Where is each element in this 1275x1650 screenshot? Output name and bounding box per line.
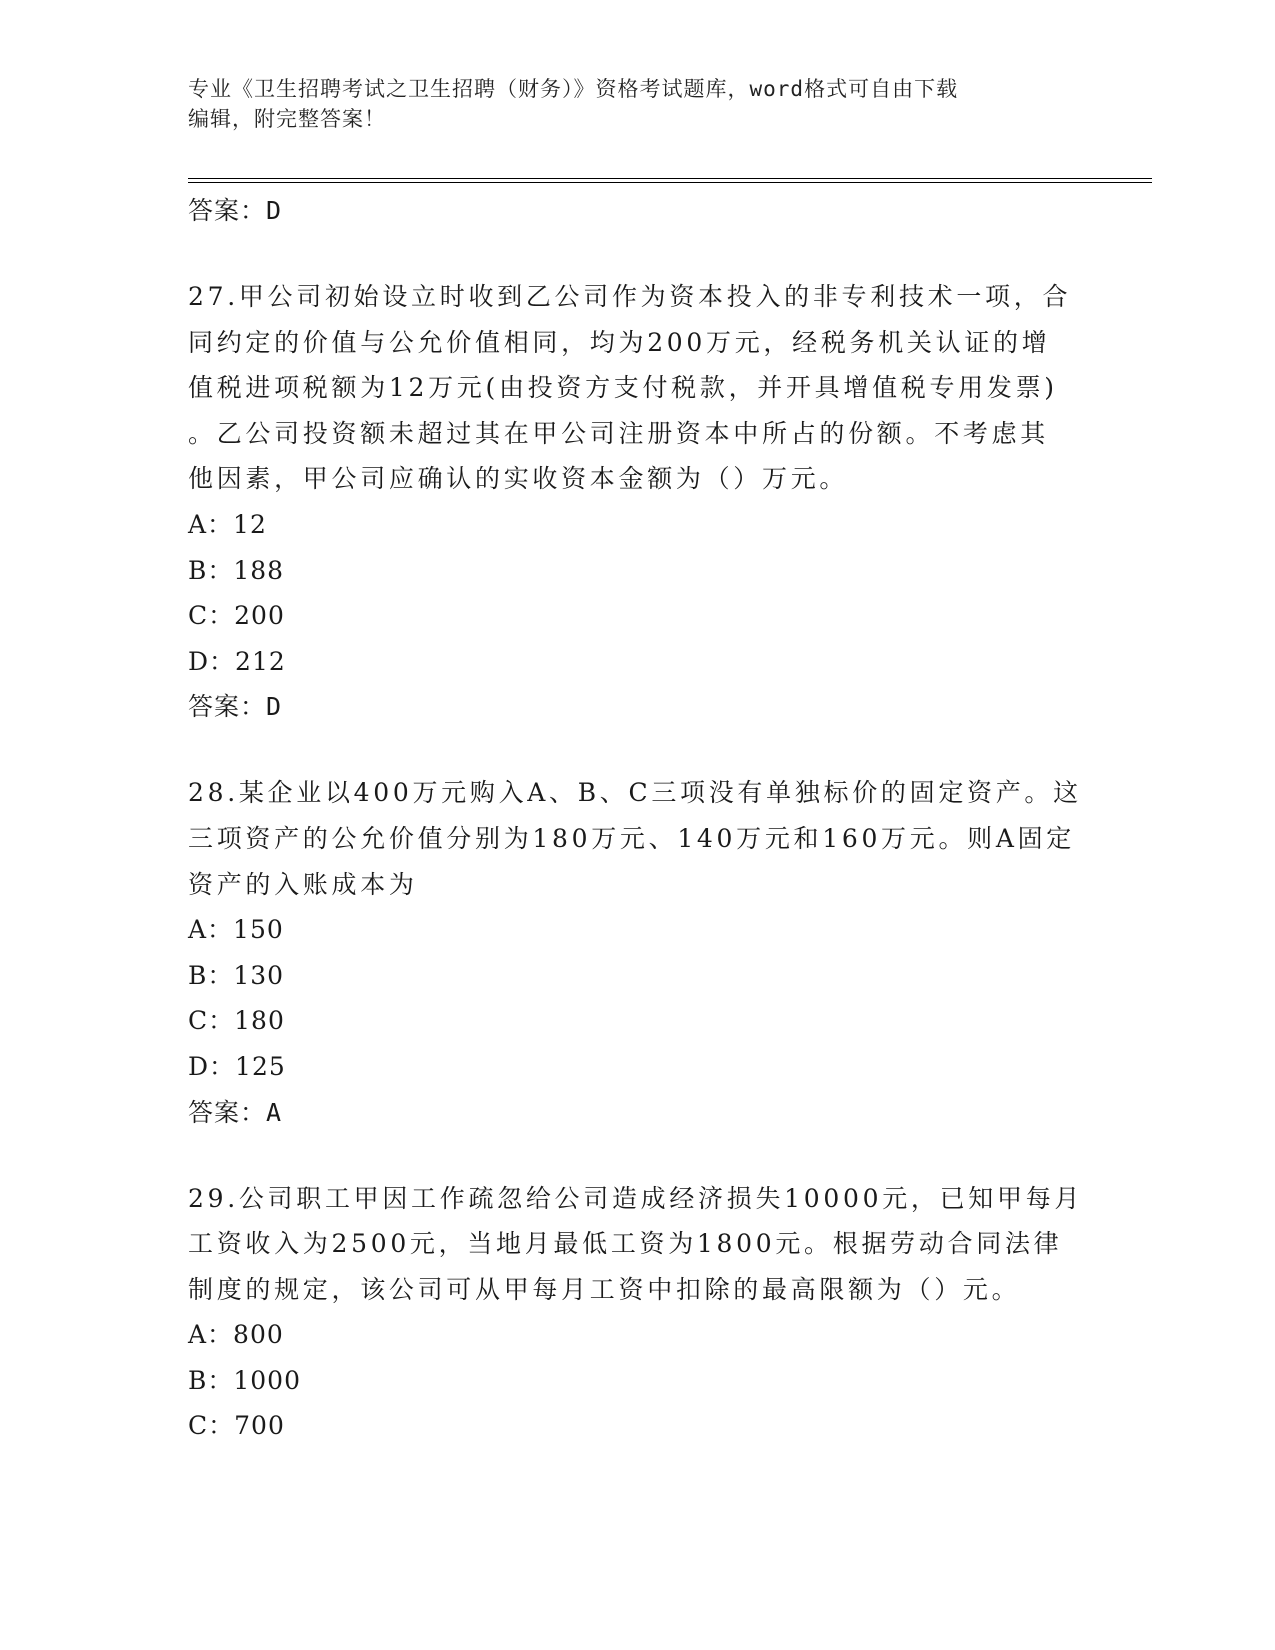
answer-label: 答案：D xyxy=(188,692,283,722)
question-text-line: 29.公司职工甲因工作疏忽给公司造成经济损失10000元，已知甲每月 xyxy=(188,1183,1084,1213)
question-text-line: 资产的入账成本为 xyxy=(188,869,418,899)
question-text-line: 。乙公司投资额未超过其在甲公司注册资本中所占的份额。不考虑其 xyxy=(188,418,1050,448)
option-a: A：150 xyxy=(188,915,284,945)
question-text-line: 值税进项税额为12万元(由投资方支付税款，并开具增值税专用发票) xyxy=(188,373,1058,403)
question-text-line: 工资收入为2500元，当地月最低工资为1800元。根据劳动合同法律 xyxy=(188,1229,1063,1259)
question-text-line: 他因素，甲公司应确认的实收资本金额为（）万元。 xyxy=(188,464,849,494)
header-line-1: 专业《卫生招聘考试之卫生招聘（财务）》资格考试题库，word格式可自由下载 xyxy=(188,77,959,101)
header-divider xyxy=(188,182,1152,183)
question-29 xyxy=(188,1176,1088,1450)
option-b: B：188 xyxy=(188,555,285,585)
option-c: C：700 xyxy=(188,1411,285,1441)
question-text-line: 同约定的价值与公允价值相同，均为200万元，经税务机关认证的增 xyxy=(188,327,1051,357)
question-28 xyxy=(188,770,1088,1135)
option-c: C：200 xyxy=(188,601,285,631)
question-text-line: 27.甲公司初始设立时收到乙公司作为资本投入的非专利技术一项，合 xyxy=(188,282,1072,311)
question-text-line: 28.某企业以400万元购入A、B、C三项没有单独标价的固定资产。这 xyxy=(188,778,1082,808)
header-divider xyxy=(188,178,1152,179)
option-b: B：1000 xyxy=(188,1365,301,1395)
question-27 xyxy=(188,274,1088,730)
option-c: C：180 xyxy=(188,1006,285,1036)
option-b: B：130 xyxy=(188,960,285,990)
answer-label: 答案：A xyxy=(188,1097,283,1127)
question-text-line: 三项资产的公允价值分别为180万元、140万元和160万元。则A固定 xyxy=(188,823,1076,853)
answer-label: 答案：D xyxy=(188,196,283,225)
option-d: D：125 xyxy=(188,1051,286,1081)
header-line-2: 编辑，附完整答案！ xyxy=(188,107,386,131)
question-list xyxy=(188,188,1088,1489)
page-header xyxy=(188,74,1088,134)
option-a: A：800 xyxy=(188,1320,284,1350)
question-text-line: 制度的规定，该公司可从甲每月工资中扣除的最高限额为（）元。 xyxy=(188,1274,1021,1304)
option-d: D：212 xyxy=(188,646,286,676)
option-a: A：12 xyxy=(188,509,267,539)
